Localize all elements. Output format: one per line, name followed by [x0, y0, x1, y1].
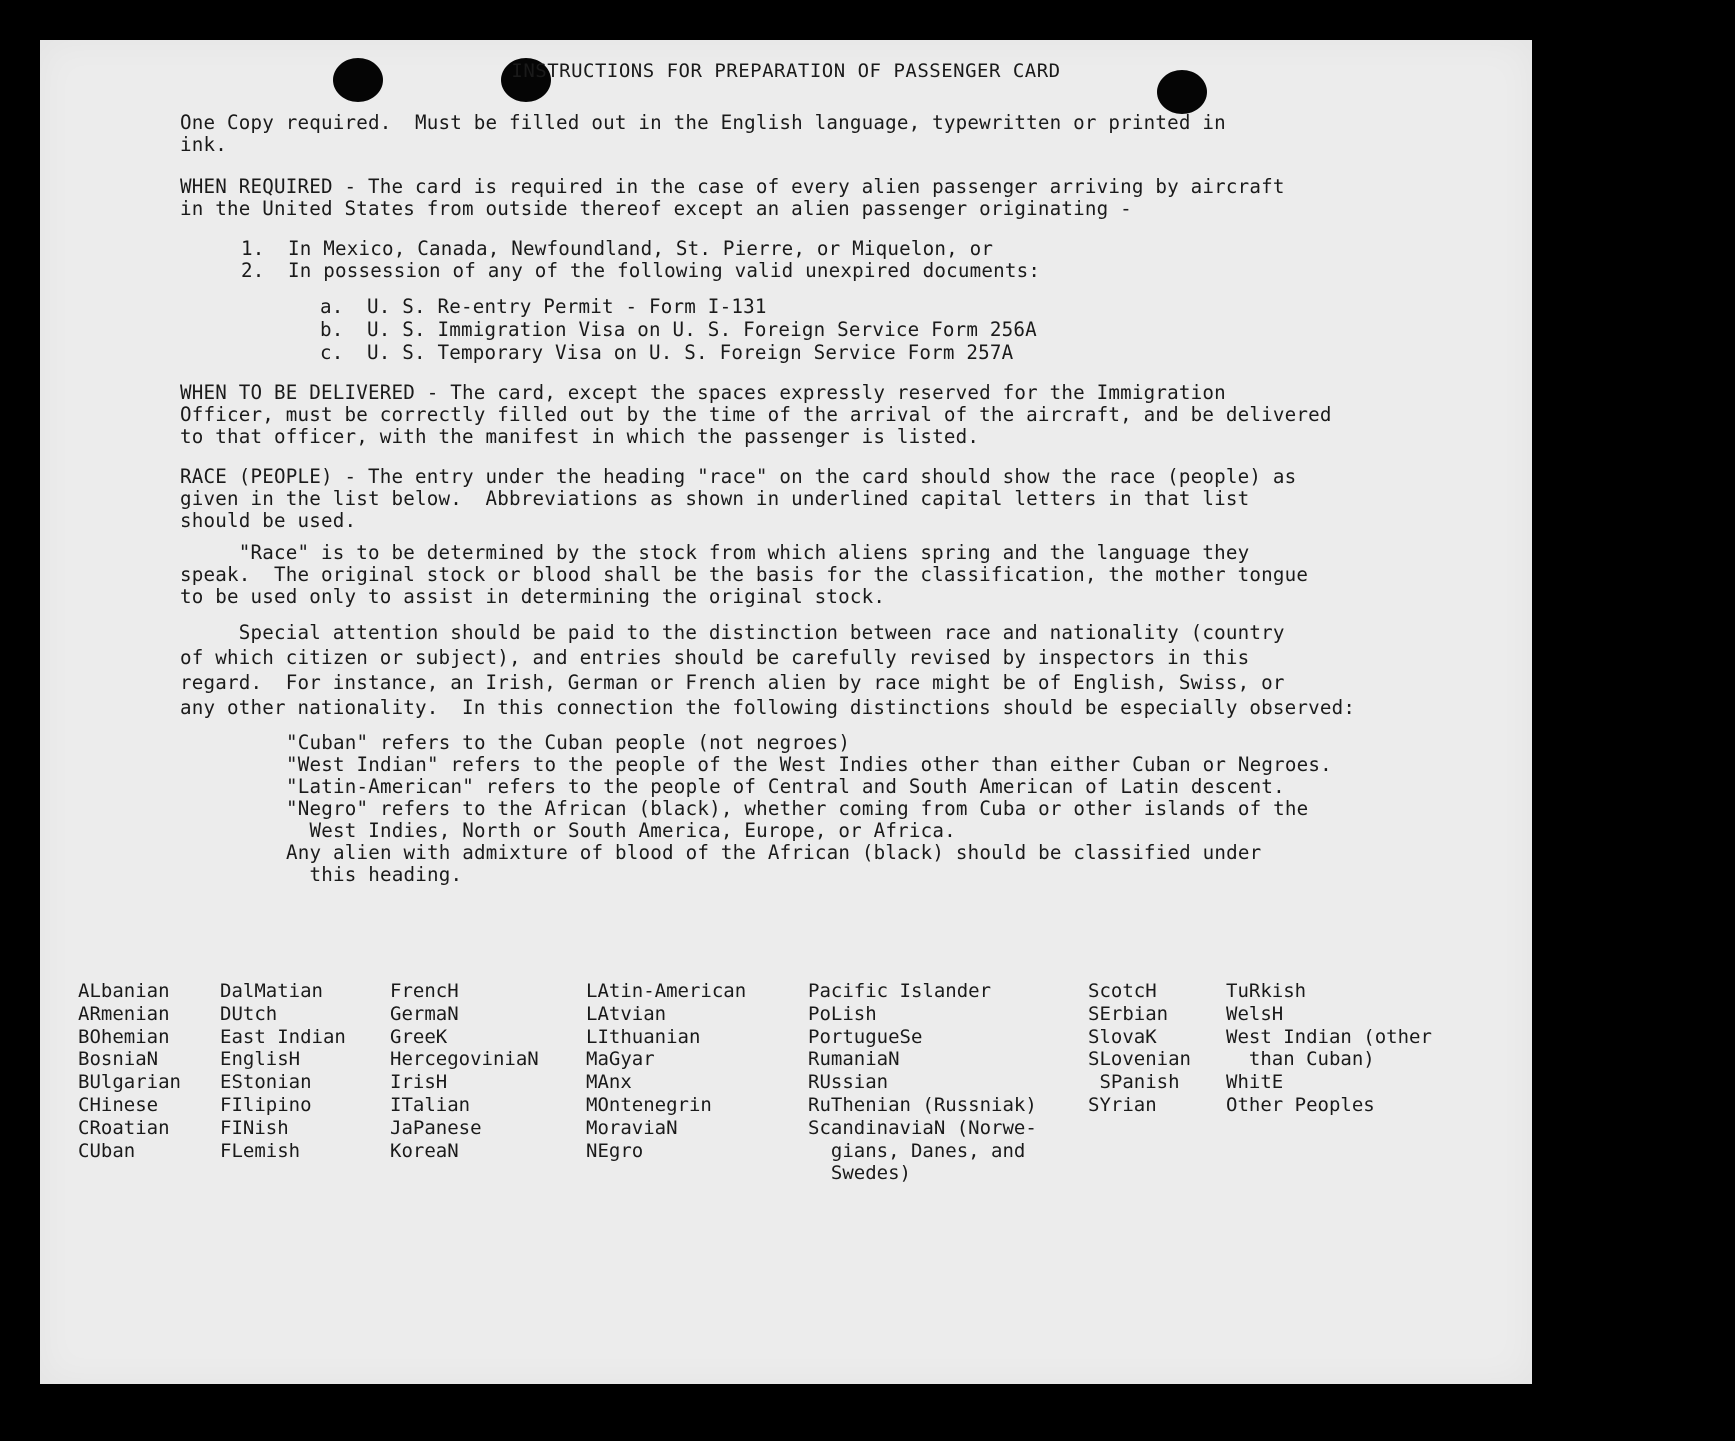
peoples-column: [390, 980, 539, 1162]
people-entry: HercegoviniaN: [390, 1048, 539, 1071]
people-entry: SPanish: [1088, 1071, 1180, 1094]
people-entry: LAtvian: [586, 1002, 667, 1025]
race-line: RACE (PEOPLE) - The entry under the heading "race" on the card should show the race (people) as: [180, 465, 1297, 488]
people-entry: SYrian: [1088, 1093, 1157, 1116]
race-paragraph-line: to be used only to assist in determining the original stock.: [180, 585, 886, 608]
people-entry: FIlipino: [220, 1093, 312, 1116]
people-entry: than Cuban): [1226, 1048, 1375, 1071]
special-attention-line: any other nationality. In this connection the following distinctions should be especially observed:: [180, 696, 1356, 719]
people-entry: FLemish: [220, 1139, 301, 1162]
people-entry: KoreaN: [390, 1139, 459, 1162]
people-entry: FrencH: [390, 980, 459, 1002]
people-entry: ITalian: [390, 1093, 471, 1116]
race-line: given in the list below. Abbreviations as shown in underlined capital letters in that list: [180, 487, 1250, 510]
people-entry: ScotcH: [1088, 980, 1157, 1002]
when-delivered-line: to that officer, with the manifest in which the passenger is listed.: [180, 425, 980, 448]
people-entry: MOntenegrin: [586, 1093, 712, 1116]
peoples-column: [1226, 980, 1432, 1117]
page-title: INSTRUCTIONS FOR PREPARATION OF PASSENGER CARD: [511, 60, 1061, 82]
when-delivered-line: Officer, must be correctly filled out by the time of the arrival of the aircraft, and be delivered: [180, 403, 1332, 426]
people-entry: RuThenian (Russniak): [808, 1093, 1037, 1116]
people-entry: BosniaN: [78, 1048, 159, 1071]
people-entry: IrisH: [390, 1071, 448, 1094]
people-entry: CUban: [78, 1139, 136, 1162]
people-entry: JaPanese: [390, 1116, 482, 1139]
people-entry: DUtch: [220, 1002, 278, 1025]
people-entry: ARmenian: [78, 1002, 170, 1025]
people-entry: PoLish: [808, 1002, 877, 1025]
race-line: should be used.: [180, 509, 357, 532]
when-required-line: WHEN REQUIRED - The card is required in the case of every alien passenger arriving by aircraft: [180, 175, 1285, 198]
lettered-item: b. U. S. Immigration Visa on U. S. Foreign Service Form 256A: [320, 318, 1037, 341]
people-entry: DalMatian: [220, 980, 323, 1002]
peoples-column: [1088, 980, 1191, 1117]
people-entry: EnglisH: [220, 1048, 301, 1071]
people-entry: EStonian: [220, 1071, 312, 1094]
lettered-item: c. U. S. Temporary Visa on U. S. Foreign Service Form 257A: [320, 341, 1014, 364]
people-entry: Swedes): [808, 1162, 911, 1185]
document-page: [40, 40, 1532, 1384]
people-entry: PortugueSe: [808, 1025, 923, 1048]
distinction-line: "Cuban" refers to the Cuban people (not negroes): [286, 731, 851, 754]
people-entry: MoraviaN: [586, 1116, 678, 1139]
people-entry: Pacific Islander: [808, 980, 992, 1002]
race-paragraph-line: speak. The original stock or blood shall be the basis for the classification, the mother tongue: [180, 563, 1309, 586]
people-entry: MAnx: [586, 1071, 632, 1094]
people-entry: GermaN: [390, 1002, 459, 1025]
special-attention-line: regard. For instance, an Irish, German or French alien by race might be of English, Swiss, or: [180, 671, 1285, 694]
people-entry: SErbian: [1088, 1002, 1169, 1025]
people-entry: FINish: [220, 1116, 289, 1139]
distinction-line: "West Indian" refers to the people of the West Indies other than either Cuban or Negroes.: [286, 753, 1332, 776]
people-entry: Other Peoples: [1226, 1093, 1375, 1116]
numbered-item: 1. In Mexico, Canada, Newfoundland, St. Pierre, or Miquelon, or: [241, 237, 994, 260]
people-entry: NEgro: [586, 1139, 644, 1162]
people-entry: RumaniaN: [808, 1048, 900, 1071]
distinction-line: "Latin-American" refers to the people of Central and South American of Latin descent.: [286, 775, 1285, 798]
peoples-column: [586, 980, 746, 1162]
people-entry: MaGyar: [586, 1048, 655, 1071]
peoples-column: [78, 980, 181, 1162]
people-entry: BUlgarian: [78, 1071, 181, 1094]
people-entry: GreeK: [390, 1025, 448, 1048]
intro-line: ink.: [180, 133, 228, 156]
people-entry: CRoatian: [78, 1116, 170, 1139]
people-entry: East Indian: [220, 1025, 346, 1048]
people-entry: WhitE: [1226, 1071, 1284, 1094]
people-entry: CHinese: [78, 1093, 159, 1116]
intro-line: One Copy required. Must be filled out in the English language, typewritten or printed in: [180, 111, 1226, 134]
when-delivered-line: WHEN TO BE DELIVERED - The card, except the spaces expressly reserved for the Immigration: [180, 381, 1226, 404]
people-entry: SLovenian: [1088, 1048, 1191, 1071]
people-entry: BOhemian: [78, 1025, 170, 1048]
special-attention-line: Special attention should be paid to the distinction between race and nationality (country: [180, 621, 1285, 644]
people-entry: LAtin-American: [586, 980, 747, 1002]
people-entry: ScandinaviaN (Norwe-: [808, 1116, 1037, 1139]
distinction-line: Any alien with admixture of blood of the African (black) should be classified under: [286, 841, 1262, 864]
race-paragraph-line: "Race" is to be determined by the stock from which aliens spring and the language they: [180, 541, 1250, 564]
people-entry: RUssian: [808, 1071, 889, 1094]
people-entry: West Indian (other: [1226, 1025, 1432, 1048]
distinction-line: "Negro" refers to the African (black), whether coming from Cuba or other islands of the: [286, 797, 1309, 820]
special-attention-line: of which citizen or subject), and entries should be carefully revised by inspectors in this: [180, 646, 1250, 669]
distinction-line: West Indies, North or South America, Europe, or Africa.: [286, 819, 956, 842]
people-entry: SlovaK: [1088, 1025, 1157, 1048]
distinction-line: this heading.: [286, 863, 463, 886]
people-entry: LIthuanian: [586, 1025, 701, 1048]
people-entry: ALbanian: [78, 980, 170, 1002]
when-required-line: in the United States from outside thereof except an alien passenger originating -: [180, 197, 1132, 220]
peoples-column: [220, 980, 346, 1162]
lettered-item: a. U. S. Re-entry Permit - Form I-131: [320, 295, 767, 318]
peoples-column: [808, 980, 1037, 1185]
people-entry: TuRkish: [1226, 980, 1307, 1002]
people-entry: WelsH: [1226, 1002, 1284, 1025]
numbered-item: 2. In possession of any of the following valid unexpired documents:: [241, 259, 1041, 282]
people-entry: gians, Danes, and: [808, 1139, 1026, 1162]
